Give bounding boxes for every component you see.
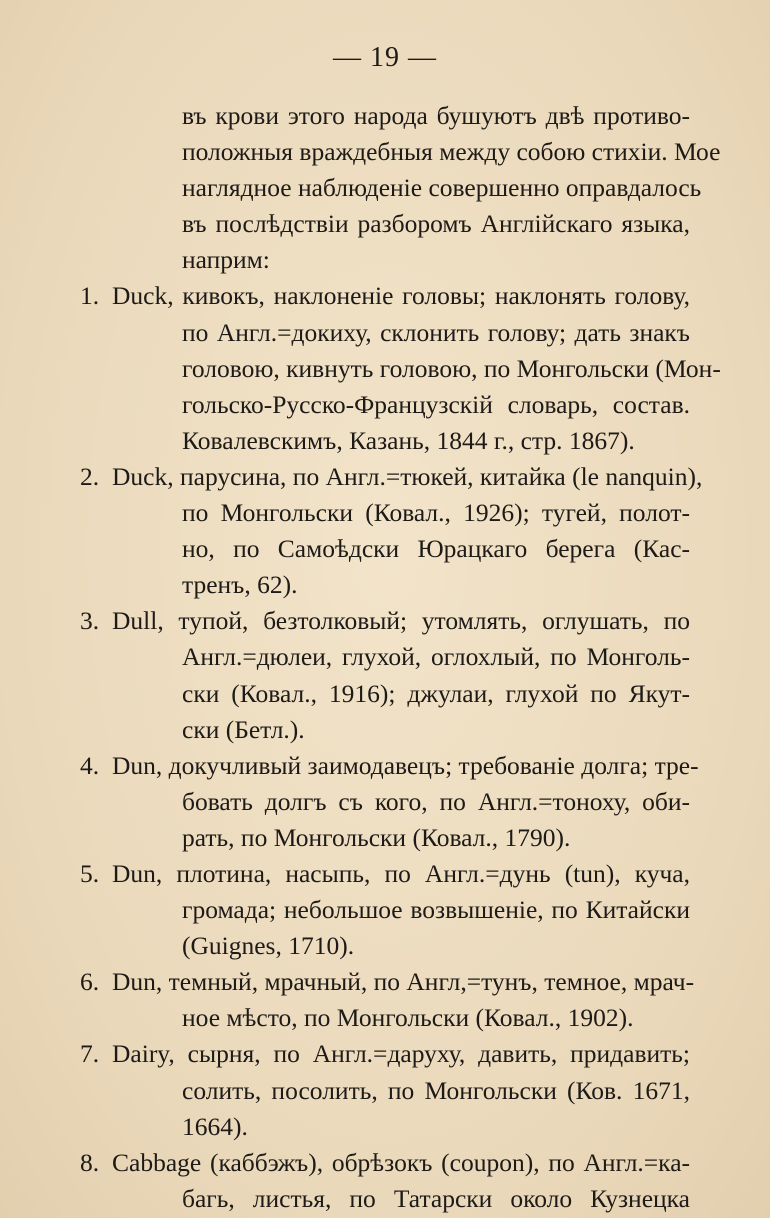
text-line	[0, 242, 770, 278]
text-line	[0, 928, 770, 964]
entry-number: 8.	[80, 1147, 100, 1177]
line-text: Dun, плотина, насыпь, по Англ.=дунь (tun), куча,	[112, 858, 690, 888]
text-line	[0, 278, 770, 314]
line-text: рать, по Монгольски (Ковал., 1790).	[182, 822, 571, 852]
text-line	[0, 134, 770, 170]
line-text: 1664).	[182, 1111, 248, 1141]
text-line	[0, 567, 770, 603]
text-line	[0, 1181, 770, 1217]
entry-number: 3.	[80, 606, 100, 636]
entry-number: 5.	[80, 858, 100, 888]
line-text: Dairy, сырня, по Англ.=даруху, давить, придавить;	[112, 1039, 690, 1069]
line-text: громада; небольшое возвышеніе, по Китайски	[182, 895, 690, 925]
text-line	[0, 856, 770, 892]
text-line	[0, 712, 770, 748]
line-text: въ крови этого народа бушуютъ двѣ противо-	[182, 101, 690, 130]
line-text: тренъ, 62).	[182, 570, 298, 600]
page-number: — 19 —	[333, 42, 437, 73]
text-line	[0, 964, 770, 1000]
line-text: Ковалевскимъ, Казань, 1844 г., стр. 1867).	[182, 425, 635, 455]
line-text: Duck, кивокъ, наклоненіе головы; наклонять голову,	[112, 281, 690, 311]
line-text: но, по Самоѣдски Юрацкаго берега (Кас-	[182, 534, 690, 564]
line-text: Dun, докучливый заимодавецъ; требованіе долга; тре-	[112, 750, 699, 780]
line-text: солить, посолить, по Монгольски (Ков. 1671,	[182, 1075, 690, 1105]
text-line	[0, 1036, 770, 1072]
text-line	[0, 676, 770, 712]
entry-number: 4.	[80, 750, 100, 780]
line-text: по Монгольски (Ковал., 1926); тугей, полот-	[182, 498, 690, 528]
text-line	[0, 387, 770, 423]
text-line	[0, 495, 770, 531]
text-line	[0, 170, 770, 206]
text-line	[0, 1000, 770, 1036]
text-line	[0, 351, 770, 387]
line-text: ное мѣсто, по Монгольски (Ковал., 1902).	[182, 1003, 634, 1033]
text-line	[0, 784, 770, 820]
line-text: наглядное наблюденіе совершенно оправдалось	[182, 173, 702, 203]
line-text: багь, листья, по Татарски около Кузнецка	[182, 1183, 690, 1213]
body-text	[0, 98, 770, 1217]
line-text: Cabbage (каббэжъ), обрѣзокъ (coupon), по Англ.=ка-	[112, 1147, 690, 1177]
text-line	[0, 98, 770, 134]
entry-number: 6.	[80, 967, 100, 997]
text-line	[0, 1145, 770, 1181]
line-text: Duck, парусина, по Англ.=тюкей, китайка (le nanquin),	[112, 461, 703, 491]
line-text: Dun, темный, мрачный, по Англ,=тунъ, темное, мрач-	[112, 967, 695, 997]
line-text: Англ.=дюлеи, глухой, оглохлый, по Монголь-	[182, 642, 690, 672]
text-line	[0, 206, 770, 242]
line-text: головою, кивнуть головою, по Монгольски (Мон-	[182, 353, 721, 383]
entry-number: 1.	[80, 281, 100, 311]
text-line	[0, 820, 770, 856]
line-text: ски (Ковал., 1916); джулаи, глухой по Якут-	[182, 678, 690, 708]
line-text: въ послѣдствіи разборомъ Англійскаго языка,	[182, 209, 690, 239]
line-text: бовать долгъ съ кого, по Англ.=тоноху, оби-	[182, 786, 690, 816]
line-text: по Англ.=докиху, склонить голову; дать знакъ	[182, 317, 690, 347]
text-line	[0, 639, 770, 675]
line-text: наприм:	[182, 245, 270, 275]
line-text: гольско-Русско-Французскій словарь, состав.	[182, 389, 690, 419]
text-line	[0, 459, 770, 495]
text-line	[0, 603, 770, 639]
entry-number: 7.	[80, 1039, 100, 1069]
text-line	[0, 1073, 770, 1109]
line-text: положныя враждебныя между собою стихіи. Мое	[182, 137, 721, 167]
line-text: Dull, тупой, безтолковый; утомлять, оглушать, по	[112, 606, 690, 636]
text-line	[0, 748, 770, 784]
line-text: (Guignes, 1710).	[182, 931, 355, 961]
entry-number: 2.	[80, 461, 100, 491]
text-line	[0, 892, 770, 928]
text-line	[0, 531, 770, 567]
text-line	[0, 315, 770, 351]
text-line	[0, 423, 770, 459]
line-text: ски (Бетл.).	[182, 714, 305, 744]
text-line	[0, 1109, 770, 1145]
